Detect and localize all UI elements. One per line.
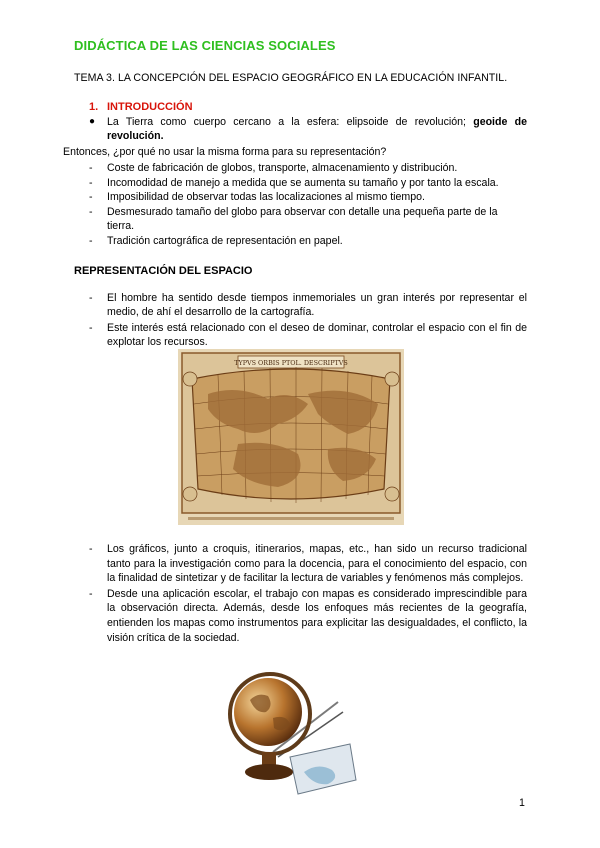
list-item: - El hombre ha sentido desde tiempos inmemoriales un gran interés por representar el medio, de ahí el desarrollo de la cartografía.: [89, 291, 527, 319]
list-item: - Imposibilidad de observar todas las localizaciones al mismo tiempo.: [89, 190, 527, 205]
section-heading-introduccion: [89, 101, 193, 113]
section-heading-representacion: REPRESENTACIÓN DEL ESPACIO: [74, 265, 253, 277]
list-item: - Incomodidad de manejo a medida que se aumenta su tamaño y por tanto la escala.: [89, 176, 527, 191]
intro-question: Entonces, ¿por qué no usar la misma forma para su representación?: [63, 146, 387, 158]
list-item: - Desmesurado tamaño del globo para observar con detalle una pequeña parte de la tierra.: [89, 205, 527, 234]
list-item: - Los gráficos, junto a croquis, itinerarios, mapas, etc., han sido un recurso tradicional tanto para la investigación como para la docencia, para el conocimiento del espacio, con la finalidad de sintetizar y de facilitar la lectura de variables y fenómenos más complejos.: [89, 542, 527, 586]
intro-bullet-plain: La Tierra como cuerpo cercano a la esfera: elipsoide de revolución;: [107, 116, 474, 128]
map-banner: TYPVS ORBIS PTOL. DESCRIPTVS: [234, 359, 348, 367]
section-heading-text: INTRODUCCIÓN: [107, 101, 193, 113]
list-item: - Desde una aplicación escolar, el trabajo con mapas es considerado imprescindible para la observación directa. Además, desde los enfoques más recientes de la geografía, entienden los mapas como instrumentos para explicitar las desigualdades, el conflicto, la visión crítica de la sociedad.: [89, 587, 527, 645]
intro-list: [89, 161, 527, 249]
page-number: 1: [519, 797, 525, 809]
section-number: 1.: [89, 101, 99, 113]
globe-illustration: [228, 662, 358, 797]
intro-bullet-text: [107, 115, 527, 143]
document-title: DIDÁCTICA DE LAS CIENCIAS SOCIALES: [74, 38, 336, 53]
list-item: - Coste de fabricación de globos, transporte, almacenamiento y distribución.: [89, 161, 527, 176]
document-subtitle: TEMA 3. LA CONCEPCIÓN DEL ESPACIO GEOGRÁFICO EN LA EDUCACIÓN INFANTIL.: [74, 72, 508, 84]
list-item: - Tradición cartográfica de representación en papel.: [89, 234, 527, 249]
representation-list-top: [89, 291, 527, 349]
bullet-dot-icon: ●: [89, 116, 96, 127]
intro-bullet-bold: geoide de revolución.: [107, 116, 527, 142]
representation-list-bottom: [89, 542, 527, 645]
ptolemy-map-image: [178, 349, 404, 525]
list-item: - Este interés está relacionado con el deseo de dominar, controlar el espacio con el fin de explotar los recursos.: [89, 321, 527, 349]
